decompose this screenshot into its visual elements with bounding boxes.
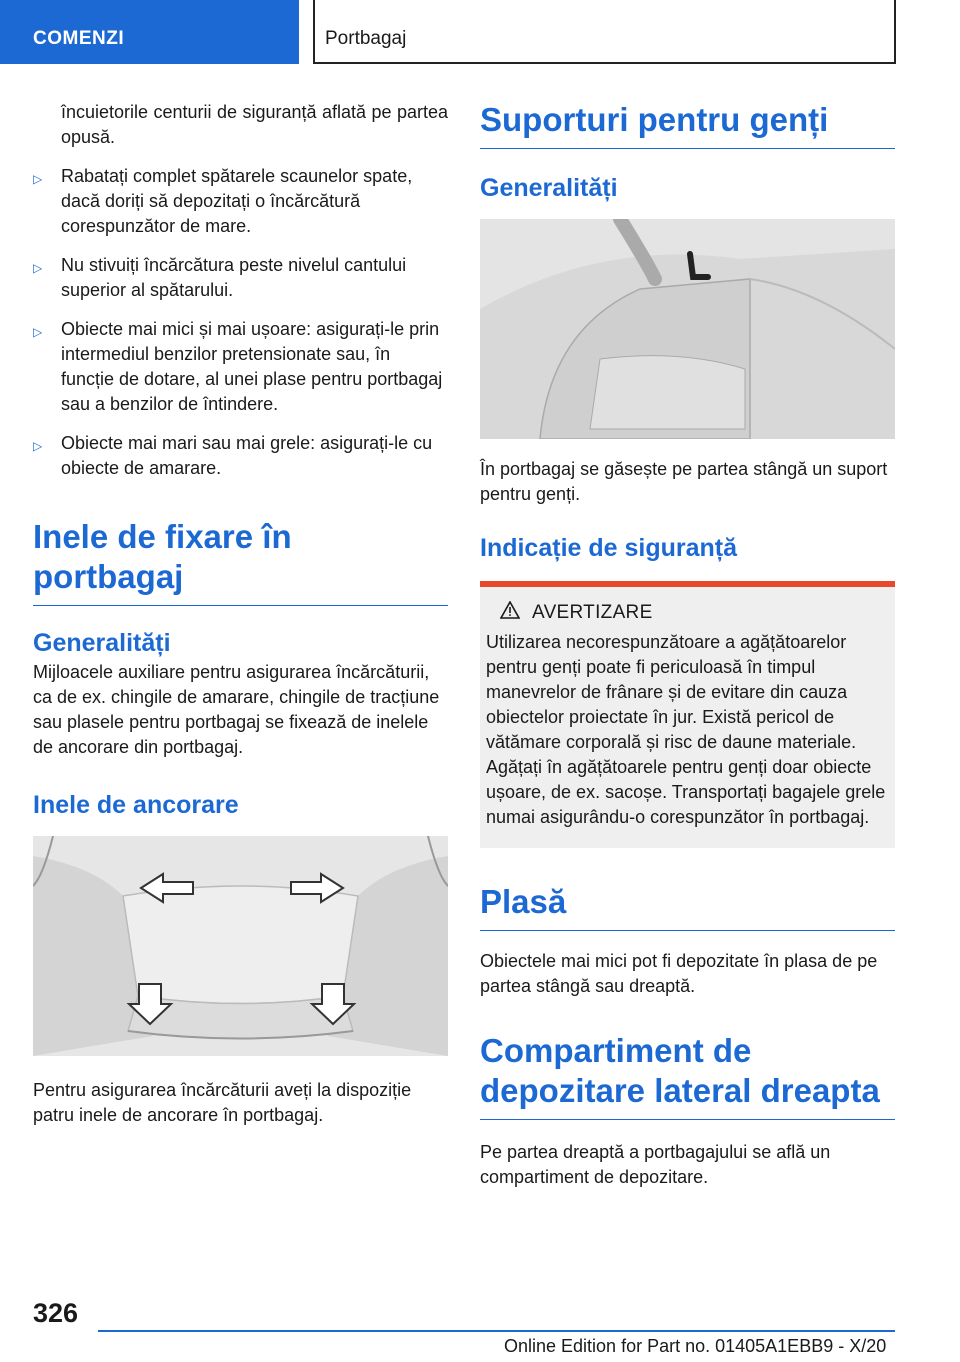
general-heading: Generalități (480, 174, 618, 202)
bag-hook-illustration (480, 219, 895, 439)
net-text: Obiectele mai mici pot fi depozitate în plasa de pe partea stângă sau dreaptă. (480, 951, 878, 996)
safety-heading: Indicație de siguranță (480, 534, 738, 562)
section-title-anchor-rings: Inele de fixare în portbagaj (33, 517, 448, 606)
instruction-list (33, 164, 448, 481)
list-item: ▷ Rabatați complet spătarele scaunelor spate, dacă doriți să depozitați o încărcătură corespunzător de mare. (33, 166, 413, 236)
section-title-storage-compartment: Compartiment de depozitare lateral dreapta (480, 1031, 895, 1120)
edition-footer: Online Edition for Part no. 01405A1EBB9 - X/20 (504, 1336, 887, 1356)
anchor-rings-heading: Inele de ancorare (33, 791, 239, 819)
section-label: Portbagaj (325, 28, 407, 49)
chapter-tab (0, 0, 299, 64)
section-header (313, 0, 896, 64)
intro-continued-text: încuietorile centurii de siguranță aflată pe partea opusă. (61, 102, 448, 147)
storage-compartment-text: Pe partea dreaptă a portbagajului se află un compartiment de depozitare. (480, 1142, 831, 1187)
warning-label: AVERTIZARE (532, 601, 653, 623)
general-heading: Generalități (33, 629, 171, 657)
list-item: ▷ Nu stivuiți încărcătura peste nivelul cantului superior al spătarului. (33, 255, 407, 300)
warning-text: Utilizarea necorespunzătoare a agățătoarelor pentru genți poate fi periculoasă în timpul manevrelor de frânare și de evitare din cauza obiectelor proiectate în jur. Există pericol de vătămare corporală și risc de daune materiale. Agățați în agățătoarele pentru genți doar obiecte ușoare, de ex. sacoșe. Transportați bagajele grele numai asigurându-o corespunzător în portbagaj. (486, 632, 886, 827)
warning-triangle-icon (500, 601, 520, 624)
trunk-anchor-rings-illustration (33, 836, 448, 1056)
list-item: ▷ Obiecte mai mici și mai ușoare: asigurați-le prin intermediul benzilor pretensionate sau, în funcție de dotare, al unei plase pentru portbagaj sau a benzilor de întindere. (33, 319, 443, 414)
chapter-label: COMENZI (33, 28, 125, 49)
right-column (480, 100, 895, 1190)
anchor-rings-text: Pentru asigurarea încărcăturii aveți la dispoziție patru inele de ancorare în portbagaj. (33, 1080, 412, 1125)
page-number: 326 (33, 1298, 79, 1328)
warning-box (480, 581, 895, 848)
list-item: ▷ Obiecte mai mari sau mai grele: asigurați-le cu obiecte de amarare. (33, 433, 433, 478)
triangle-bullet-icon: ▷ (33, 261, 43, 275)
bag-hooks-text: În portbagaj se găsește pe partea stângă un suport pentru genți. (480, 459, 888, 504)
section-title-bag-hooks: Suporturi pentru genți (480, 100, 895, 149)
triangle-bullet-icon: ▷ (33, 325, 43, 339)
section-title-net: Plasă (480, 882, 895, 931)
triangle-bullet-icon: ▷ (33, 172, 43, 186)
general-text: Mijloacele auxiliare pentru asigurarea încărcăturii, ca de ex. chingile de amarare, chingile de tracțiune sau plasele pentru portbagaj se fixează de inelele de ancorare din portbagaj. (33, 662, 440, 757)
left-column (33, 100, 448, 1128)
footer-divider (98, 1330, 895, 1332)
triangle-bullet-icon: ▷ (33, 439, 43, 453)
